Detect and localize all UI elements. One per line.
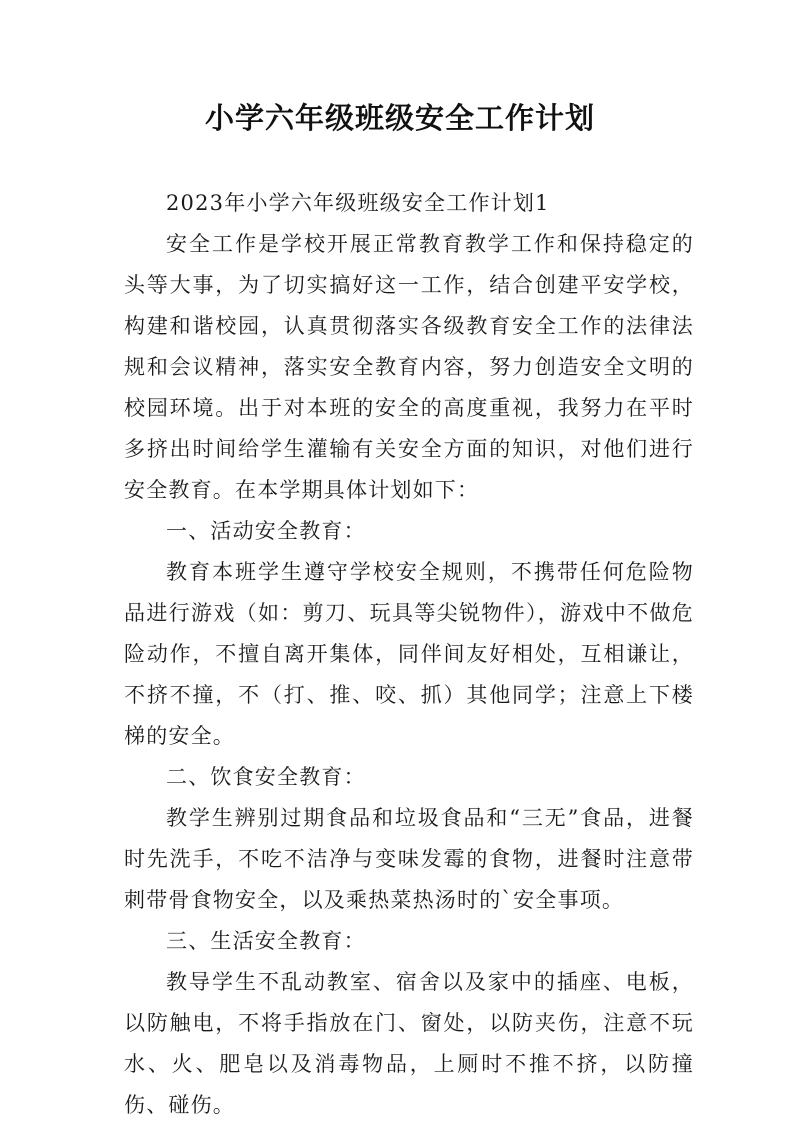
intro-paragraph: 安全工作是学校开展正常教育教学工作和保持稳定的头等大事，为了切实搞好这一工作，结合创建平安学校，构建和谐校园，认真贯彻落实各级教育安全工作的法律法规和会议精神，落实安全教育内容，努力创造安全文明的校园环境。出于对本班的安全的高度重视，我努力在平时多挤出时间给学生灌输有关安全方面的知识，对他们进行安全教育。在本学期具体计划如下： — [124, 232, 694, 502]
section-heading-activity: 一、活动安全教育： — [166, 519, 366, 543]
section-text-life: 教导学生不乱动教室、宿舍以及家中的插座、电板，以防触电，不将手指放在门、窗处，以防夹伤，注意不玩水、火、肥皂以及消毒物品，上厕时不推不挤，以防撞伤、碰伤。 — [124, 970, 694, 1117]
section-heading-diet: 二、饮食安全教育： — [166, 765, 366, 789]
section-text-diet: 教学生辨别过期食品和垃圾食品和“三无”食品，进餐时先洗手，不吃不洁净与变味发霉的食物，进餐时注意带刺带骨食物安全，以及乘热菜热汤时的`安全事项。 — [124, 806, 694, 912]
section-heading-life: 三、生活安全教育： — [166, 929, 366, 953]
section-text-activity: 教育本班学生遵守学校安全规则，不携带任何危险物品进行游戏（如：剪刀、玩具等尖锐物件），游戏中不做危险动作，不擅自离开集体，同伴间友好相处，互相谦让，不挤不撞，不（打、推、咬、抓）其他同学；注意上下楼梯的安全。 — [124, 560, 694, 748]
document-title: 小学六年级班级安全工作计划 — [204, 101, 595, 135]
document-body — [124, 183, 694, 1126]
document-subtitle: 2023年小学六年级班级安全工作计划1 — [166, 191, 550, 215]
